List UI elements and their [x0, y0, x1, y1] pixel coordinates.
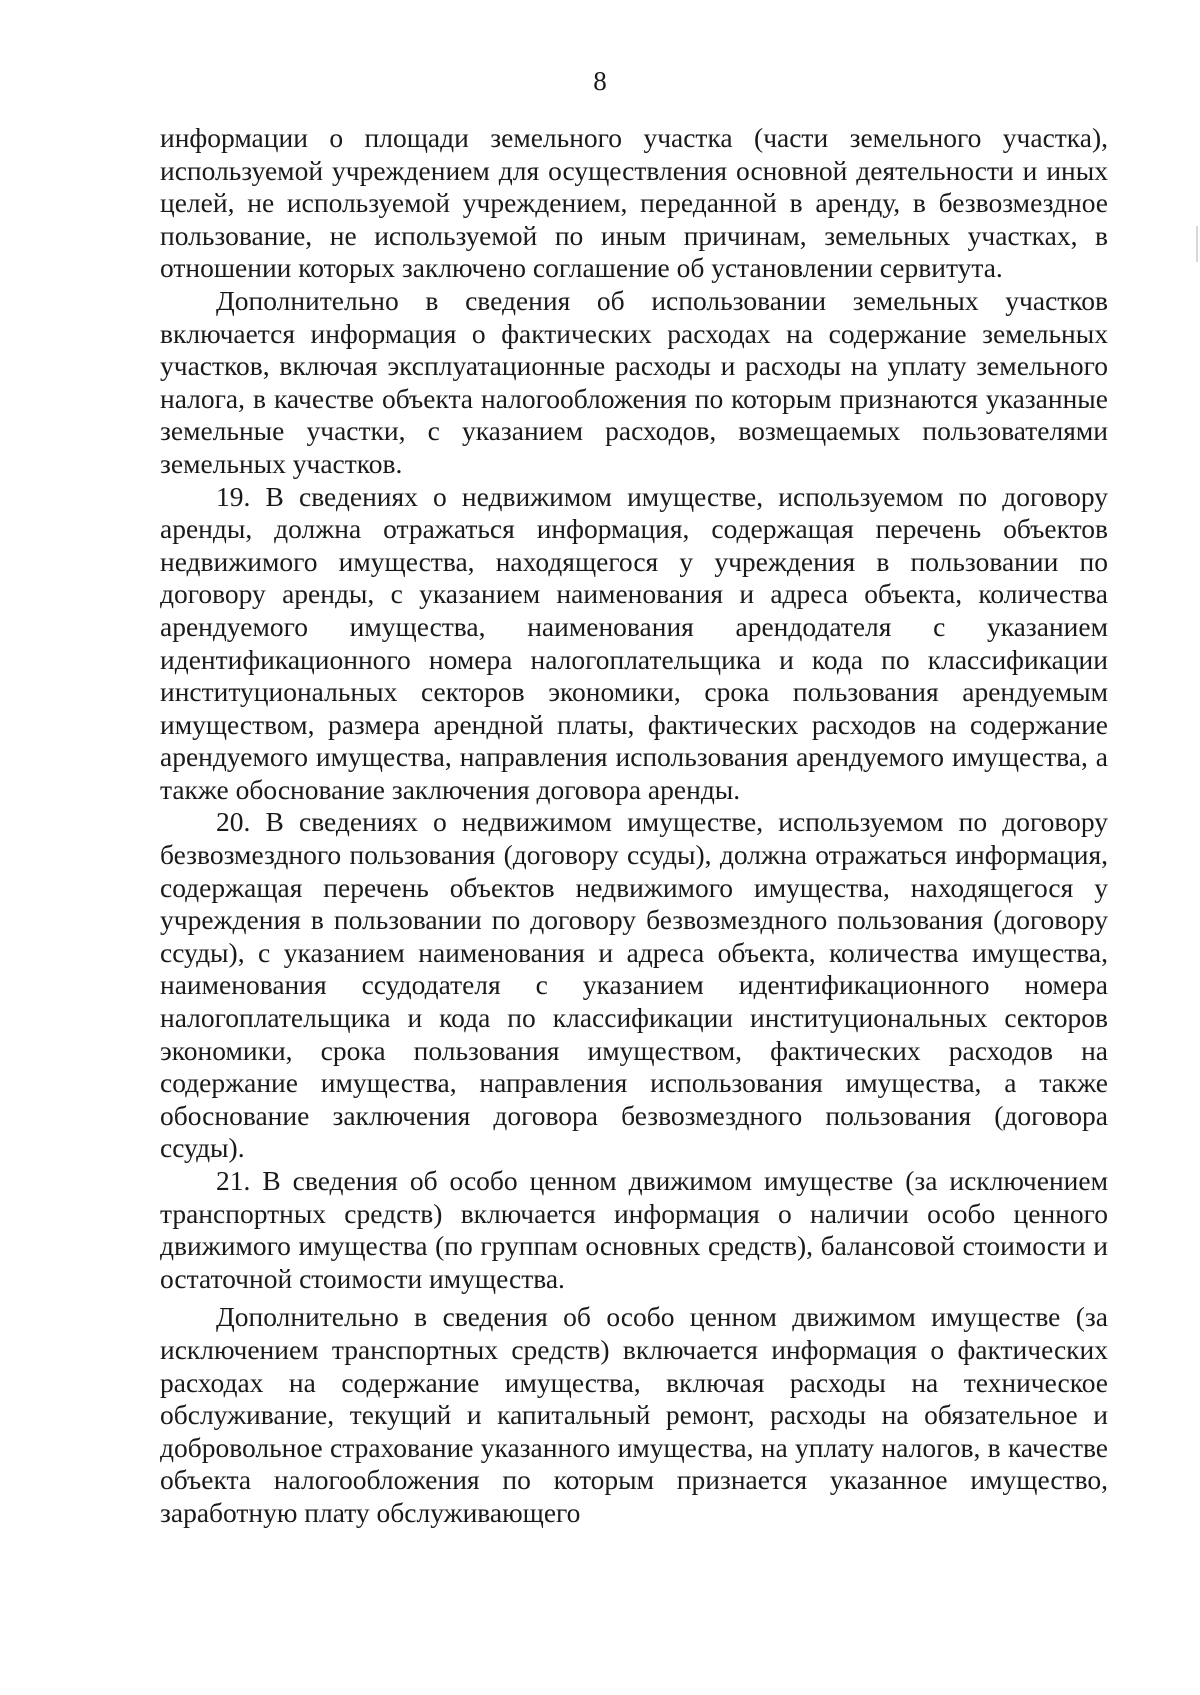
document-body [160, 122, 1108, 1530]
paragraph-item-19-lease: 19. В сведениях о недвижимом имуществе, используемом по договору аренды, должна отражаться информация, содержащая перечень объектов недвижимого имущества, находящегося у учреждения в пользовании по договору аренды, с указанием наименования и адреса объекта, количества арендуемого имущества, наименования арендодателя с указанием идентификационного номера налогоплательщика и кода по классификации институциональных секторов экономики, срока пользования арендуемым имуществом, размера арендной платы, фактических расходов на содержание арендуемого имущества, направления использования арендуемого имущества, а также обоснование заключения договора аренды. [160, 480, 1108, 805]
paragraph-item-21-movable-property: 21. В сведения об особо ценном движимом имуществе (за исключением транспортных средств) включается информация о наличии особо ценного движимого имущества (по группам основных средств), балансовой стоимости и остаточной стоимости имущества. [160, 1165, 1108, 1294]
scan-margin-mark [1196, 226, 1198, 262]
paragraph-item-20-free-use: 20. В сведениях о недвижимом имуществе, используемом по договору безвозмездного пользования (договору ссуды), должна отражаться информация, содержащая перечень объектов недвижимого имущества, находящегося у учреждения в пользовании по договору безвозмездного пользования (договору ссуды), с указанием наименования и адреса объекта, количества имущества, наименования ссудодателя с указанием идентификационного номера налогоплательщика и кода по классификации институциональных секторов экономики, срока пользования имуществом, фактических расходов на содержание имущества, направления использования имущества, а также обоснование заключения договора безвозмездного пользования (договора ссуды). [160, 806, 1108, 1164]
paragraph-land-expenses: Дополнительно в сведения об использовании земельных участков включается информация о фактических расходах на содержание земельных участков, включая эксплуатационные расходы и расходы на уплату земельного налога, в качестве объекта налогообложения по которым признаются указанные земельные участки, с указанием расходов, возмещаемых пользователями земельных участков. [160, 284, 1108, 479]
paragraph-land-area-info: информации о площади земельного участка (части земельного участка), используемой учреждением для осуществления основной деятельности и иных целей, не используемой учреждением, переданной в аренду, в безвозмездное пользование, не используемой по иным причинам, земельных участках, в отношении которых заключено соглашение об установлении сервитута. [160, 122, 1108, 284]
page-number: 8 [593, 66, 607, 96]
paragraph-movable-property-expenses: Дополнительно в сведения об особо ценном движимом имуществе (за исключением транспортных средств) включается информация о фактических расходах на содержание имущества, включая расходы на техническое обслуживание, текущий и капитальный ремонт, расходы на обязательное и добровольное страхование указанного имущества, на уплату налогов, в качестве объекта налогообложения по которым признается указанное имущество, заработную плату обслуживающего [160, 1301, 1108, 1528]
